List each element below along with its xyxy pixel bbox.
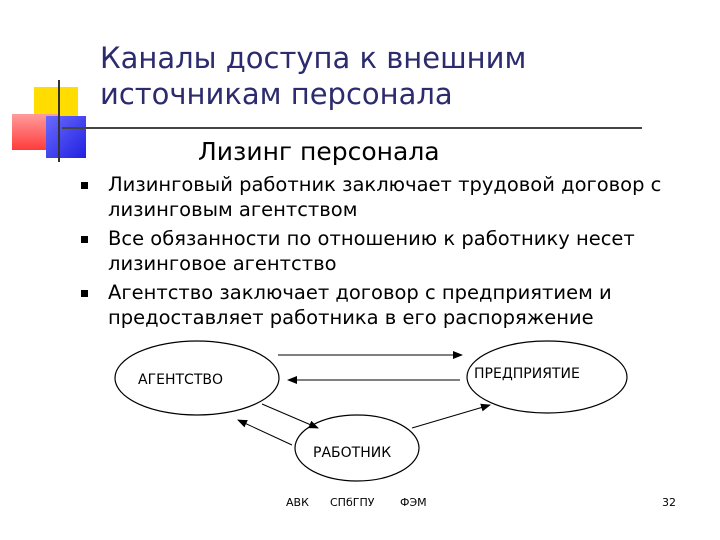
worker-label: РАБОТНИК	[313, 445, 392, 461]
enterprise-label: ПРЕДПРИЯТИЕ	[474, 366, 580, 382]
agency-label: АГЕНТСТВО	[138, 372, 223, 388]
bullet-text: Агентство заключает договор с предприятием и предоставляет работника в его распоряжение	[108, 281, 612, 329]
footer-center: СПбГПУ	[330, 496, 375, 509]
slide-title: Каналы доступа к внешним источникам персонала	[100, 41, 527, 111]
footer-left: АВК	[286, 496, 309, 509]
arrow-worker-to-enterprise	[412, 405, 490, 428]
arrow-agency-to-worker	[262, 404, 318, 428]
page-number: 32	[662, 496, 676, 509]
arrow-worker-to-agency	[238, 420, 292, 445]
bullet-text: Все обязанности по отношению к работнику несет лизинговое агентство	[108, 227, 635, 275]
footer-right: ФЭМ	[400, 496, 427, 509]
slide-subtitle: Лизинг персонала	[198, 137, 440, 166]
bullet-text: Лизинговый работник заключает трудовой договор с лизинговым агентством	[108, 173, 662, 221]
